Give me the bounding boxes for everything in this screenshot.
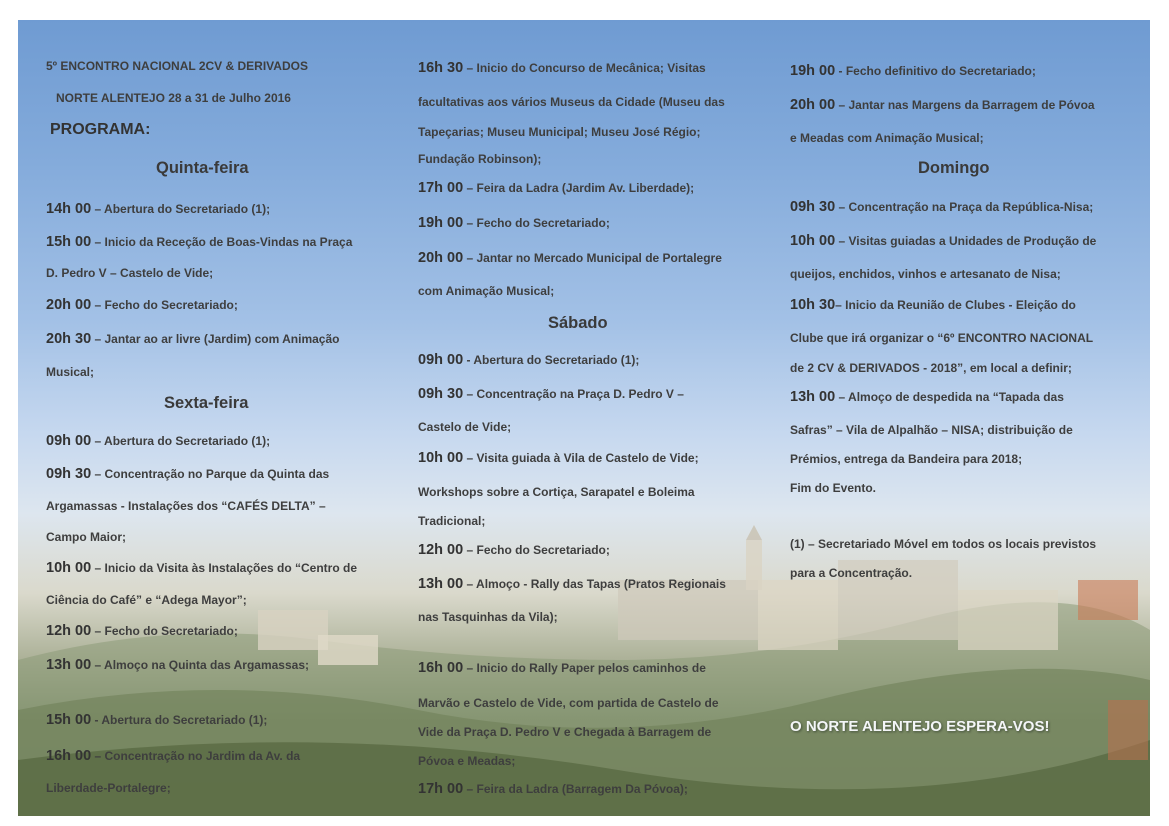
schedule-item-cont: Musical; — [46, 365, 95, 379]
schedule-item-cont: Fundação Robinson); — [418, 152, 542, 166]
schedule-item: 12h 00 – Fecho do Secretariado; — [418, 542, 610, 558]
closing-slogan: O NORTE ALENTEJO ESPERA-VOS! — [790, 718, 1050, 735]
schedule-item: 13h 00 – Almoço na Quinta das Argamassas; — [46, 657, 310, 673]
schedule-item-cont: e Meadas com Animação Musical; — [790, 131, 984, 145]
schedule-item-cont: Póvoa e Meadas; — [418, 754, 516, 768]
schedule-item: 09h 00 – Abertura do Secretariado (1); — [46, 433, 271, 449]
schedule-item-cont: Workshops sobre a Cortiça, Sarapatel e Boleima — [418, 485, 695, 499]
programa-heading: PROGRAMA: — [50, 121, 151, 138]
schedule-item: 16h 30 – Inicio do Concurso de Mecânica; Visitas — [418, 60, 706, 76]
schedule-item-cont: Tradicional; — [418, 514, 486, 528]
schedule-item: 13h 00 – Almoço - Rally das Tapas (Pratos Regionais — [418, 576, 726, 592]
schedule-item: 16h 00 – Inicio do Rally Paper pelos caminhos de — [418, 660, 706, 676]
schedule-item: 19h 00 - Fecho definitivo do Secretariado; — [790, 63, 1036, 79]
day-heading-domingo: Domingo — [918, 159, 990, 177]
day-heading-sabado: Sábado — [548, 314, 608, 332]
schedule-item: 13h 00 – Almoço de despedida na “Tapada das — [790, 389, 1064, 405]
schedule-item-cont: Campo Maior; — [46, 530, 127, 544]
schedule-item: 20h 00 – Fecho do Secretariado; — [46, 297, 238, 313]
schedule-item-cont: Argamassas - Instalações dos “CAFÉS DELTA” – — [46, 499, 326, 513]
schedule-item-cont: de 2 CV & DERIVADOS - 2018”, em local a definir; — [790, 361, 1072, 375]
event-subtitle: NORTE ALENTEJO 28 a 31 de Julho 2016 — [56, 91, 291, 105]
footnote-cont: para a Concentração. — [790, 566, 913, 580]
schedule-item-cont: Prémios, entrega da Bandeira para 2018; — [790, 452, 1023, 466]
schedule-item-cont: com Animação Musical; — [418, 284, 555, 298]
schedule-item-cont: queijos, enchidos, vinhos e artesanato de Nisa; — [790, 267, 1061, 281]
schedule-item: 20h 00 – Jantar nas Margens da Barragem de Póvoa — [790, 97, 1095, 113]
day-heading-quinta: Quinta-feira — [156, 159, 249, 177]
schedule-item: 16h 00 – Concentração no Jardim da Av. da — [46, 748, 301, 764]
schedule-item-cont: Ciência do Café” e “Adega Mayor”; — [46, 593, 247, 607]
schedule-item: 10h 00 – Visitas guiadas a Unidades de Produção de — [790, 233, 1097, 249]
schedule-item-cont: nas Tasquinhas da Vila); — [418, 610, 558, 624]
schedule-item: 09h 30 – Concentração na Praça da República-Nisa; — [790, 199, 1094, 215]
schedule-item: 19h 00 – Fecho do Secretariado; — [418, 215, 610, 231]
day-heading-sexta: Sexta-feira — [164, 394, 249, 412]
schedule-item: 10h 00 – Inicio da Visita às Instalações do “Centro de — [46, 560, 358, 576]
schedule-item: 09h 30 – Concentração na Praça D. Pedro V – — [418, 386, 684, 402]
schedule-item-cont: Liberdade-Portalegre; — [46, 781, 171, 795]
brochure-sheet — [18, 20, 1150, 816]
schedule-item: 17h 00 – Feira da Ladra (Barragem Da Póvoa); — [418, 781, 688, 797]
schedule-item-cont: Marvão e Castelo de Vide, com partida de Castelo de — [418, 696, 719, 710]
footnote: (1) – Secretariado Móvel em todos os locais previstos — [790, 537, 1097, 551]
schedule-item-cont: Safras” – Vila de Alpalhão – NISA; distribuição de — [790, 423, 1073, 437]
event-title: 5º ENCONTRO NACIONAL 2CV & DERIVADOS — [46, 59, 308, 73]
schedule-item: 15h 00 – Inicio da Receção de Boas-Vindas na Praça — [46, 234, 353, 250]
schedule-item-cont: Vide da Praça D. Pedro V e Chegada à Barragem de — [418, 725, 712, 739]
schedule-item-cont: Tapeçarias; Museu Municipal; Museu José Régio; — [418, 125, 701, 139]
schedule-item: 09h 00 - Abertura do Secretariado (1); — [418, 352, 640, 368]
schedule-item: 17h 00 – Feira da Ladra (Jardim Av. Liberdade); — [418, 180, 695, 196]
schedule-item-cont: facultativas aos vários Museus da Cidade (Museu das — [418, 95, 725, 109]
schedule-item: 14h 00 – Abertura do Secretariado (1); — [46, 201, 271, 217]
schedule-item: 15h 00 - Abertura do Secretariado (1); — [46, 712, 268, 728]
schedule-item: 20h 30 – Jantar ao ar livre (Jardim) com Animação — [46, 331, 340, 347]
schedule-item: 20h 00 – Jantar no Mercado Municipal de Portalegre — [418, 250, 722, 266]
schedule-item: 10h 00 – Visita guiada à Vila de Castelo de Vide; — [418, 450, 699, 466]
schedule-item-cont: Castelo de Vide; — [418, 420, 512, 434]
schedule-item: 12h 00 – Fecho do Secretariado; — [46, 623, 238, 639]
schedule-item-cont: Fim do Evento. — [790, 481, 877, 495]
schedule-item-cont: Clube que irá organizar o “6º ENCONTRO NACIONAL — [790, 331, 1094, 345]
schedule-item: 10h 30– Inicio da Reunião de Clubes - Eleição do — [790, 297, 1076, 313]
schedule-item-cont: D. Pedro V – Castelo de Vide; — [46, 266, 214, 280]
schedule-item: 09h 30 – Concentração no Parque da Quinta das — [46, 466, 330, 482]
